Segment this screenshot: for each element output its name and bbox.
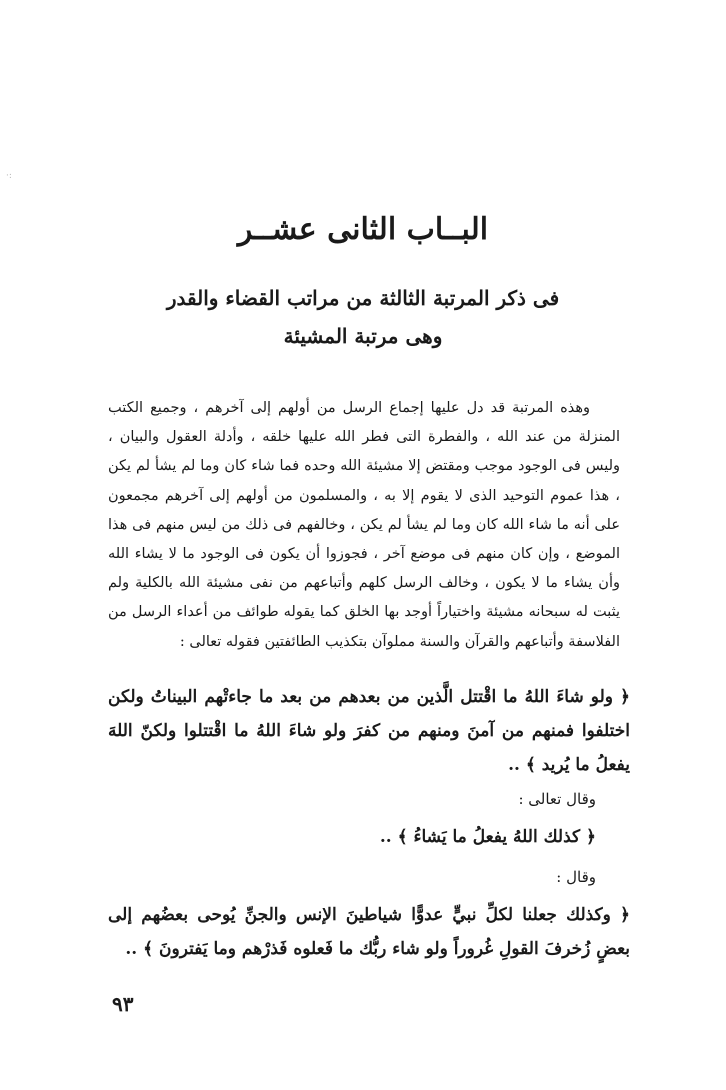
quran-verse-1: ﴿ ولو شاءَ اللهُ ما اقْتتل الَّذين من بعدهم من بعد ما جاءتْهم البيناتُ ولكن اختلفوا فمنهم من آمنَ ومنهم من كفرَ ولو شاءَ اللهُ ما اقْتتلوا ولكنّ اللهَ يفعلُ ما يُريد ﴾ .. (108, 687, 630, 775)
page-number: ٩٣ (112, 992, 134, 1016)
quran-verse-3: ﴿ وكذلك جعلنا لكلِّ نبيٍّ عدوًّا شياطينَ الإنس والجنِّ يُوحى بعضُهم إلى بعضٍ زُخرفَ القولِ غُروراً ولو شاء ربُّك ما فَعلوه فَذرْهم وما يَفترونَ ﴾ .. (108, 905, 630, 959)
chapter-subtitle-line-1: فى ذكر المرتبة الثالثة من مراتب القضاء والقدر (166, 286, 560, 310)
body-paragraph: وهذه المرتبة قد دل عليها إجماع الرسل من أولهم إلى آخرهم ، وجميع الكتب المنزلة من عند الله ، والفطرة التى فطر الله عليها خلقه ، وأدلة العقول والبيان ، وليس فى الوجود موجب ومقتض إلا مشيئة الله وحده فما شاء كان وما لم يشأ لم يكن ، هذا عموم التوحيد الذى لا يقوم إلا به ، والمسلمون من أولهم إلى آخرهم مجمعون على أنه ما شاء الله كان وما لم يشأ لم يكن ، وخالفهم فى ذلك من ليس منهم فى هذا الموضع ، وإن كان منهم فى موضع آخر ، فجوزوا أن يكون فى الوجود ما لا يشاء الله وأن يشاء ما لا يكون ، وخالف الرسل كلهم وأتباعهم من نفى مشيئة الله بالكلية ولم يثبت له سبحانه مشيئة واختياراً أوجد بها الخلق كما يقوله طوائف من أعداء الرسل من الفلاسفة وأتباعهم والقرآن والسنة مملوآن بتكذيب الطائفتين فقوله تعالى : (108, 400, 620, 650)
quran-verse-2: ﴿ كذلك اللهُ يفعلُ ما يَشاءُ ﴾ .. (379, 827, 596, 847)
verse-intro-3: وقال : (556, 868, 596, 886)
margin-mark: ·: (6, 171, 12, 181)
body-text (108, 394, 620, 657)
chapter-subtitle-line-2: وهى مرتبة المشيئة (283, 324, 443, 348)
verse-intro-2: وقال تعالى : (518, 790, 596, 808)
chapter-title: البــاب الثانى عشــر (237, 212, 489, 247)
